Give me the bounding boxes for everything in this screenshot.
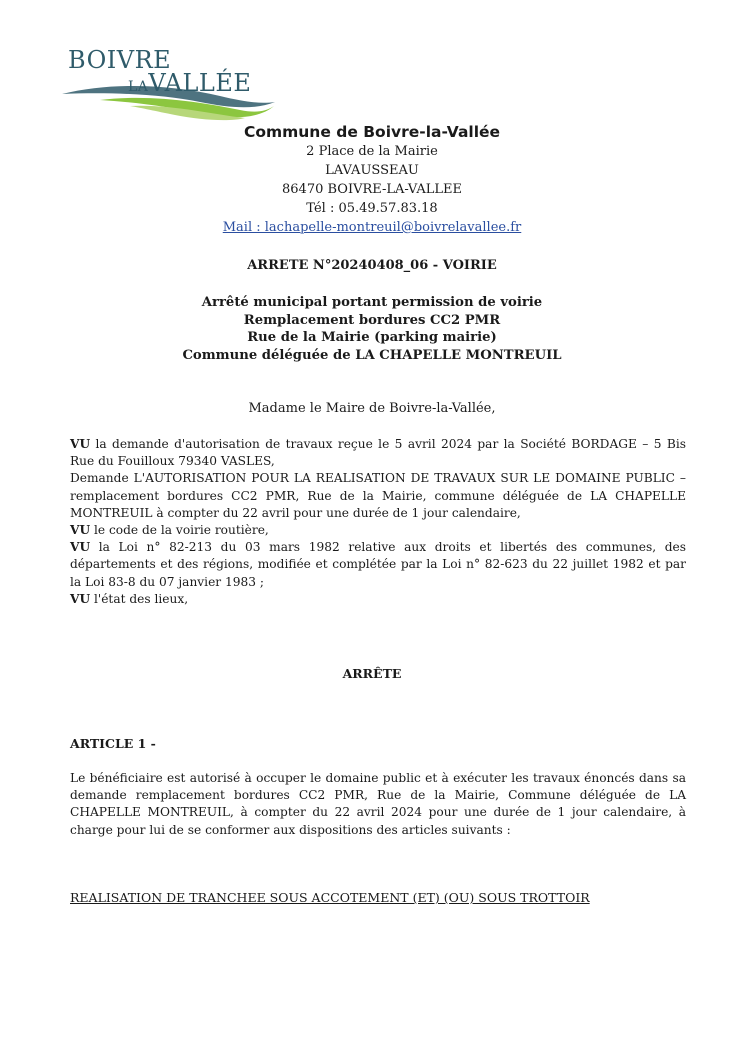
logo-text-boivre: BOIVRE — [68, 46, 172, 74]
title-line-3: Rue de la Mairie (parking mairie) — [247, 330, 497, 345]
mail-link[interactable]: Mail : lachapelle-montreuil@boivrelavallee.fr — [222, 220, 522, 235]
vu-label: VU — [70, 523, 91, 538]
considerations — [70, 436, 686, 608]
vu-label: VU — [70, 437, 91, 451]
article-1-paragraph: Le bénéficiaire est autorisé à occuper le domaine public et à exécuter les travaux énoncés dans sa demande remplacement bordures CC2 PMR, Rue de la Mairie, Commune déléguée de LA CHAPELLE MONTREUIL, à compter du 22 avril 2024 pour une durée de 1 jour calendaire, à charge pour lui de se conformer aux dispositions des articles suivants : — [70, 771, 686, 837]
letterhead — [0, 122, 744, 237]
salutation: Madame le Maire de Boivre-la-Vallée, — [248, 401, 496, 416]
address-postcode: 86470 BOIVRE-LA-VALLEE — [282, 182, 462, 197]
commune-name: Commune de Boivre-la-Vallée — [243, 123, 501, 141]
article-1-heading: ARTICLE 1 - — [70, 736, 156, 751]
vu-text: l'état des lieux, — [90, 591, 189, 606]
title-line-4: Commune déléguée de LA CHAPELLE MONTREUIL — [182, 347, 562, 363]
vu-text: la Loi n° 82-213 du 03 mars 1982 relative aux droits et libertés des communes, des départements et des régions, modifiée et complétée par la Loi n° 82-623 du 22 juillet 1982 et par la Loi 83-8 du 07 janvier 1983 ; — [70, 540, 686, 589]
vu-text: la demande d'autorisation de travaux reçue le 5 avril 2024 par la Société BORDAGE – 5 Bis Rue du Fouilloux 79340 VASLES, — [70, 437, 686, 469]
consideration-etat-lieux — [70, 591, 686, 608]
logo-text-la: LA — [128, 79, 149, 95]
title-line-1: Arrêté municipal portant permission de voirie — [201, 295, 543, 310]
vu-label: VU — [70, 540, 91, 555]
arrete-title — [0, 294, 744, 364]
commune-logo — [60, 44, 280, 124]
article-1-body — [70, 770, 686, 839]
arrete-heading: ARRÊTE — [342, 666, 402, 681]
address-street: 2 Place de la Mairie — [306, 144, 438, 159]
section-title: REALISATION DE TRANCHEE SOUS ACCOTEMENT (ET) (OU) SOUS TROTTOIR — [70, 890, 590, 905]
consideration-demande-travaux — [70, 436, 686, 470]
logo-text-vallee: VALLÉE — [148, 69, 252, 97]
consideration-code-voirie — [70, 522, 686, 539]
consideration-loi — [70, 539, 686, 591]
vu-text: le code de la voirie routière, — [90, 523, 269, 538]
arrete-number: ARRETE N°20240408_06 - VOIRIE — [247, 258, 497, 273]
address-locality: LAVAUSSEAU — [325, 163, 419, 178]
consideration-demande-autorisation: Demande L'AUTORISATION POUR LA REALISATION DE TRAVAUX SUR LE DOMAINE PUBLIC – remplacement bordures CC2 PMR, Rue de la Mairie, commune déléguée de LA CHAPELLE MONTREUIL à compter du 22 avril pour une durée de 1 jour calendaire, — [70, 471, 686, 520]
vu-label: VU — [70, 591, 91, 606]
logo-text-la-vallee — [128, 69, 251, 97]
title-line-2: Remplacement bordures CC2 PMR — [243, 312, 501, 328]
phone-number: Tél : 05.49.57.83.18 — [306, 201, 438, 216]
